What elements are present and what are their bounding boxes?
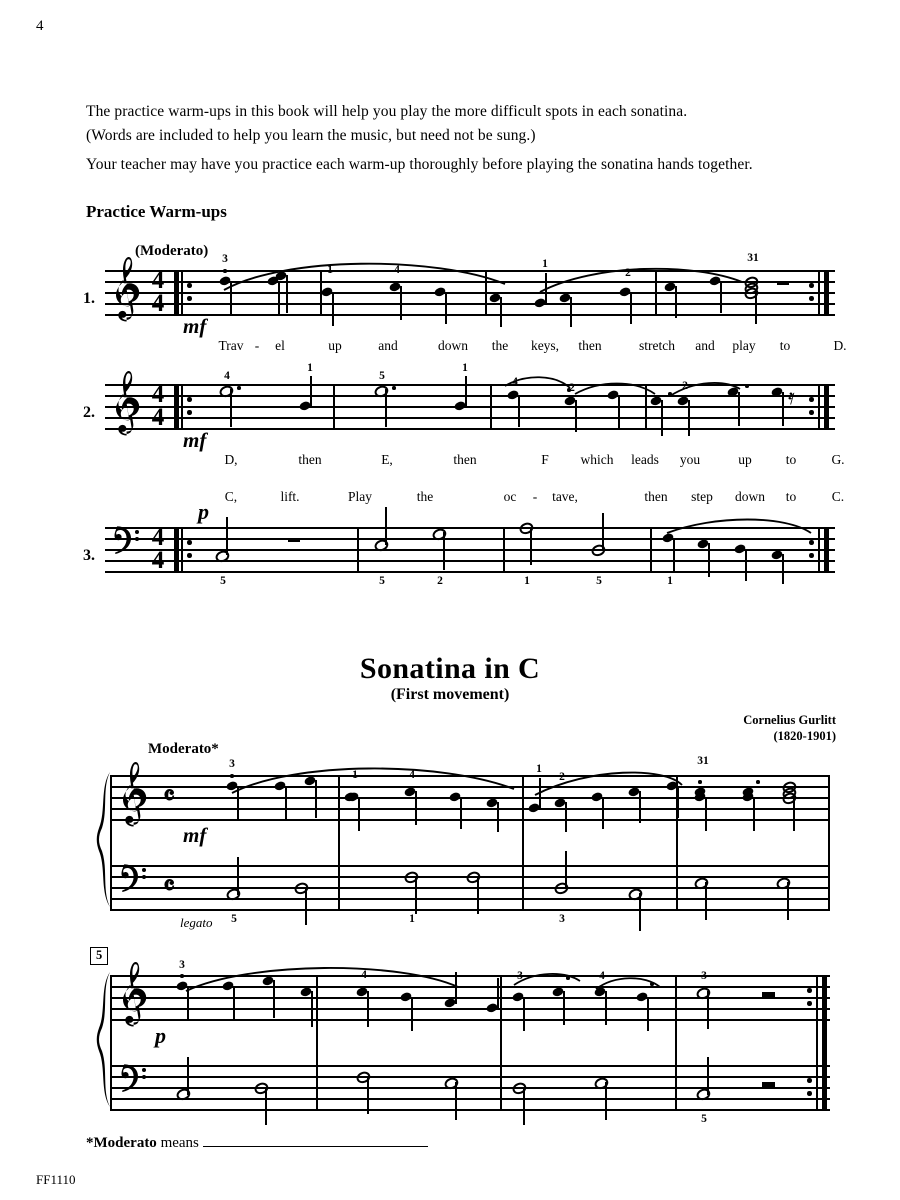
expression-legato: legato — [180, 915, 213, 930]
fingering: 2 — [682, 380, 688, 392]
treble-clef-icon — [118, 762, 148, 834]
lyric-syllable: down — [438, 338, 468, 353]
tempo-marking-warmups: (Moderato) — [135, 243, 209, 259]
common-time-signature: 𝄴 — [163, 871, 176, 901]
lyric-syllable: stretch — [639, 338, 675, 353]
intro-line-3: Your teacher may have you practice each warm-up thoroughly before playing the sonatina hands together. — [86, 156, 753, 173]
lyric-syllable: you — [679, 452, 701, 467]
fingering: 2 — [559, 771, 565, 783]
warmup-system-2 — [83, 362, 845, 467]
page-number: 4 — [36, 18, 44, 34]
dynamic-p: p — [198, 499, 209, 524]
warmup-number-2: 2. — [83, 404, 95, 421]
fingering: 1 — [307, 362, 313, 374]
lyric-syllable: then — [578, 338, 602, 353]
fingering: 3 — [179, 959, 185, 971]
lyric-syllable: C, — [224, 489, 238, 504]
lyric-syllable: tave, — [552, 489, 578, 504]
slur-phrases-2 — [105, 381, 835, 444]
warmup-number-1: 1. — [83, 290, 95, 307]
lyric-hyphen: - — [532, 489, 538, 504]
fingering: 1 — [327, 264, 333, 276]
half-rest — [762, 1082, 775, 1087]
lyric-syllable: to — [785, 452, 797, 467]
bass-clef-icon — [113, 525, 145, 555]
lyric-syllable: F — [541, 452, 549, 467]
lyric-syllable: to — [779, 338, 791, 353]
fingering: 3 — [517, 970, 523, 982]
composer-dates: (1820-1901) — [773, 728, 836, 743]
practice-warmups-heading: Practice Warm-ups — [86, 202, 227, 221]
fingering: 31 — [697, 755, 709, 767]
fingering: 3 — [701, 970, 707, 982]
dynamic-mf: mf — [183, 314, 207, 338]
bass-clef-icon — [120, 863, 152, 893]
dynamic-p: p — [155, 1023, 166, 1048]
catalog-number: FF1110 — [36, 1172, 76, 1187]
fingering: 2 — [437, 575, 443, 587]
warmup-number-3: 3. — [83, 547, 95, 564]
lyric-hyphen: - — [254, 338, 260, 353]
time-signature-4-4: 4 4 — [151, 267, 165, 317]
lyric-syllable: leads — [631, 452, 659, 467]
lyric-syllable: keys, — [530, 338, 560, 353]
lyric-syllable: oc — [503, 489, 517, 504]
time-signature-4-4: 4 4 — [151, 381, 165, 431]
fingering: 4 — [409, 769, 415, 781]
lyric-syllable: which — [580, 452, 614, 467]
lyric-syllable: and — [695, 338, 715, 353]
fingering: 5 — [220, 575, 226, 587]
fingering: 1 — [536, 763, 542, 775]
footnote — [86, 1133, 428, 1152]
piece-system-1 — [110, 741, 830, 930]
treble-clef-icon — [111, 257, 141, 329]
lyric-syllable: Play — [347, 489, 373, 504]
fingering: 2 — [625, 267, 631, 279]
lyric-syllable: D, — [224, 452, 238, 467]
common-time-signature: 𝄴 — [163, 781, 176, 811]
fingering: 5 — [231, 913, 237, 925]
lyric-syllable: then — [453, 452, 477, 467]
lyric-syllable: up — [738, 452, 752, 467]
fingering: 3 — [222, 253, 228, 265]
fingering: 1 — [524, 575, 530, 587]
composer-credit — [743, 713, 836, 744]
fingering: 5 — [379, 370, 385, 382]
lyric-syllable: E, — [381, 452, 393, 467]
fingering: 1 — [352, 769, 358, 781]
warmup-system-1 — [83, 243, 847, 353]
lyric-syllable: G. — [831, 452, 845, 467]
piece-subtitle: (First movement) — [390, 686, 510, 703]
fill-in-blank[interactable] — [203, 1133, 428, 1147]
piece-title: Sonatina in C — [359, 652, 541, 685]
lyric-syllable: to — [785, 489, 797, 504]
lyric-syllable: down — [735, 489, 765, 504]
lyric-syllable: C. — [831, 489, 845, 504]
dynamic-mf: mf — [183, 823, 207, 847]
slur-phrase-1 — [105, 267, 835, 330]
fingering: 3 — [229, 758, 235, 770]
footnote-term: *Moderato — [86, 1135, 157, 1151]
composer-name: Cornelius Gurlitt — [743, 713, 836, 727]
intro-line-1: The practice warm-ups in this book will help you play the more difficult spots in each sonatina. — [86, 103, 688, 120]
intro-line-2: (Words are included to help you learn the music, but need not be sung.) — [86, 127, 536, 144]
quarter-rest: 𝄿 — [788, 385, 795, 410]
fingering: 5 — [379, 575, 385, 587]
fingering: 1 — [462, 362, 468, 374]
piece-system-2 — [96, 948, 830, 1125]
fingering: 4 — [361, 969, 367, 981]
fingering: 4 — [599, 970, 605, 982]
treble-clef-icon — [118, 962, 148, 1034]
lyric-syllable: the — [491, 338, 509, 353]
fingering: 4 — [394, 264, 400, 276]
fingering: 1 — [667, 575, 673, 587]
lyric-syllable: Trav — [218, 338, 244, 353]
half-rest — [762, 992, 775, 997]
fingering: 5 — [596, 575, 602, 587]
lyric-syllable: then — [644, 489, 668, 504]
time-signature-4-4: 4 4 — [151, 524, 165, 574]
fingering: 4 — [512, 376, 518, 388]
lyric-syllable: up — [328, 338, 342, 353]
bass-clef-icon — [120, 1063, 152, 1093]
lyric-syllable: D. — [833, 338, 847, 353]
measure-number: 5 — [90, 947, 108, 965]
treble-clef-icon — [111, 371, 141, 443]
lyric-syllable: step — [691, 489, 713, 504]
fingering: 1 — [409, 913, 415, 925]
lyric-syllable: play — [732, 338, 756, 353]
fingering: 4 — [224, 370, 230, 382]
footnote-text: means — [160, 1135, 199, 1151]
lyric-syllable: el — [275, 338, 285, 353]
lyric-syllable: the — [416, 489, 434, 504]
dynamic-mf: mf — [183, 428, 207, 452]
tempo-marking-moderato: Moderato* — [148, 741, 219, 757]
lyric-syllable: lift. — [280, 489, 300, 504]
lyric-syllable: and — [378, 338, 398, 353]
fingering: 5 — [701, 1113, 707, 1125]
lyric-syllable: then — [298, 452, 322, 467]
warmup-system-3 — [83, 489, 845, 587]
fingering: 1 — [542, 258, 548, 270]
fingering: 2 — [569, 382, 575, 394]
fingering: 31 — [747, 252, 759, 264]
fingering: 3 — [559, 913, 565, 925]
